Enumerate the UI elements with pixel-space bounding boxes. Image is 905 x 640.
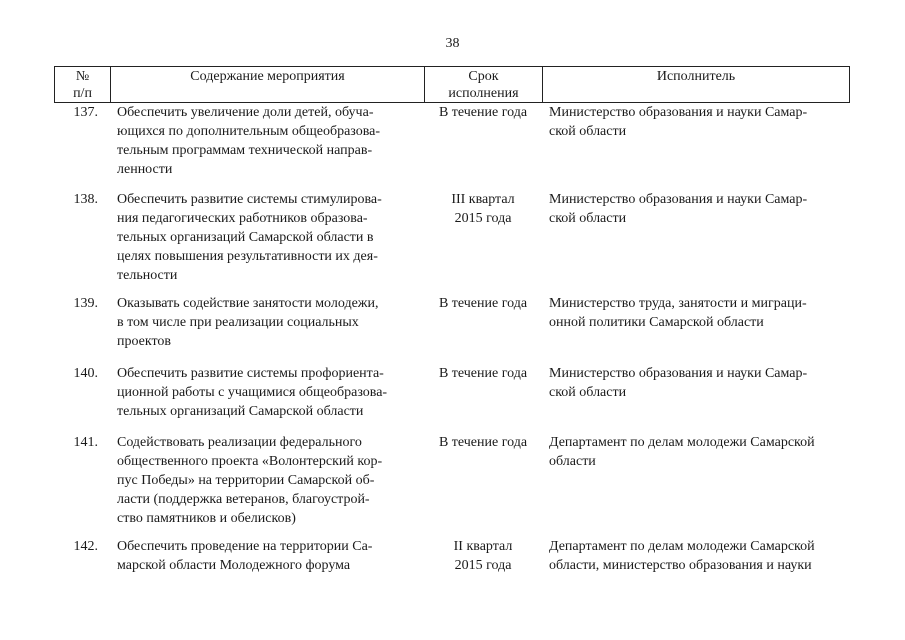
row-term: В течение года [438, 105, 528, 120]
row-executor: Министерство труда, занятости и миграци- онной политики Самарской области [549, 296, 807, 330]
row-number: 139. [73, 296, 98, 311]
row-term: III квартал 2015 года [451, 192, 515, 226]
row-content: Обеспечить развитие системы стимулирова- ния педагогических работников образова- тельных организаций Самарской области в целях повышения результативности их дея- тельности [117, 192, 382, 283]
header-content-label: Содержание мероприятия [190, 69, 345, 84]
table-header [54, 66, 850, 103]
header-term [425, 67, 543, 103]
row-number: 138. [73, 192, 98, 207]
row-executor: Министерство образования и науки Самар- ской области [549, 366, 808, 400]
row-term: В течение года [438, 366, 528, 381]
header-term-label: Срок исполнения [448, 69, 519, 101]
row-number: 140. [73, 366, 98, 381]
row-term: В течение года [438, 435, 528, 450]
row-term: II квартал 2015 года [453, 539, 513, 573]
header-num [55, 67, 111, 103]
row-executor: Департамент по делам молодежи Самарской области [549, 435, 815, 469]
row-number: 137. [73, 105, 98, 120]
row-executor: Министерство образования и науки Самар- ской области [549, 192, 808, 226]
page-number: 38 [445, 36, 460, 51]
header-row [55, 67, 850, 103]
header-executor [543, 67, 850, 103]
header-executor-label: Исполнитель [656, 69, 736, 84]
row-executor: Департамент по делам молодежи Самарской области, министерство образования и науки [549, 539, 815, 573]
row-content: Содействовать реализации федерального общественного проекта «Волонтерский кор- пус Победы» на территории Самарской об- ласти (поддержка ветеранов, благоустрой- ство памятников и обелисков) [117, 435, 383, 526]
row-content: Обеспечить увеличение доли детей, обуча- ющихся по дополнительным общеобразова- тельным программам технической направ- ленности [117, 105, 381, 177]
header-num-label: № п/п [73, 69, 92, 101]
row-content: Обеспечить проведение на территории Са- марской области Молодежного форума [117, 539, 373, 573]
row-term: В течение года [438, 296, 528, 311]
header-content [111, 67, 425, 103]
row-content: Оказывать содействие занятости молодежи, в том числе при реализации социальных проектов [117, 296, 379, 349]
row-executor: Министерство образования и науки Самар- ской области [549, 105, 808, 139]
row-number: 142. [73, 539, 98, 554]
row-content: Обеспечить развитие системы профориента- ционной работы с учащимися общеобразова- тельных организаций Самарской области [117, 366, 388, 419]
row-number: 141. [73, 435, 98, 450]
